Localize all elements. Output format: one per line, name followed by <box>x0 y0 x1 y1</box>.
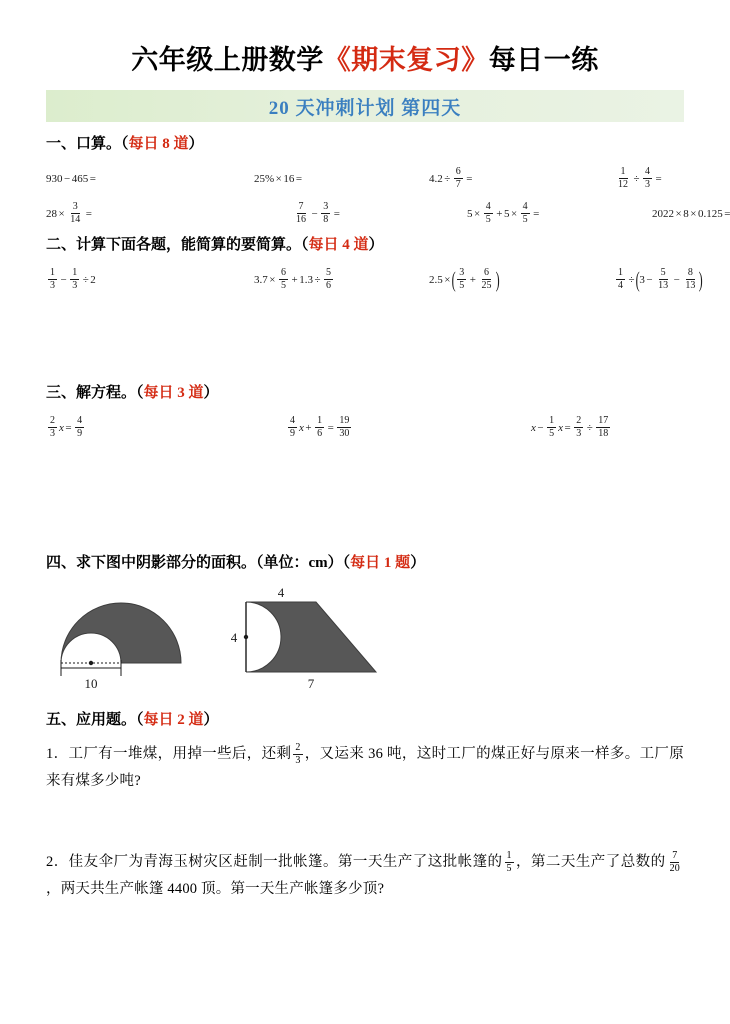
operand: 2 <box>90 274 96 287</box>
fraction <box>337 416 351 439</box>
numerator: 5 <box>325 267 331 279</box>
problem-text-part-2: ，又运来 36 吨，这时工厂的煤正好与原来一样多。工厂原来有煤多少吨? <box>46 746 684 790</box>
numerator: 6 <box>484 267 490 279</box>
problem-1-1 <box>46 173 254 185</box>
denominator: 3 <box>645 179 651 191</box>
equals: = <box>724 208 730 221</box>
problem-1-6 <box>254 203 467 226</box>
paren-close: ） <box>203 385 219 402</box>
figure-a-diameter-label: 10 <box>84 676 98 692</box>
operand: 0.125 <box>697 208 723 221</box>
fraction <box>294 202 308 225</box>
numerator: 4 <box>77 415 83 427</box>
paren-close: ） <box>203 712 219 729</box>
fraction <box>279 268 288 291</box>
fraction <box>68 202 82 225</box>
operand: 8 <box>683 208 689 221</box>
operand: 2.5 <box>429 274 443 287</box>
page-title <box>46 0 684 76</box>
denominator: 25 <box>481 280 492 292</box>
problem-number: 2． <box>46 854 69 871</box>
equals: = <box>333 208 340 221</box>
problem-3-3 <box>531 417 612 440</box>
section-5-title: 五、应用题。 <box>46 712 137 729</box>
operator: × <box>269 274 276 287</box>
operand: 1.3 <box>299 274 313 287</box>
operand: 4.2 <box>429 173 443 186</box>
section-heading-word-problems <box>46 710 684 731</box>
fraction <box>547 416 556 439</box>
numerator: 3 <box>323 201 329 213</box>
problem-3-2 <box>286 417 531 440</box>
numerator: 2 <box>50 415 55 427</box>
fraction <box>643 167 652 190</box>
operand: 465 <box>71 173 89 186</box>
paren-open: （ <box>301 237 309 254</box>
operator: + <box>305 422 312 435</box>
problem-text-part-2: ，第二天生产了总数的 <box>515 854 666 871</box>
numerator: 3 <box>459 267 465 279</box>
fraction <box>574 416 583 439</box>
equals: = <box>533 208 540 221</box>
problem-2-1 <box>46 269 254 292</box>
calc-row-1 <box>46 266 703 293</box>
oral-row-2 <box>46 201 730 227</box>
title-part-daily: 每日一练 <box>488 45 599 75</box>
fraction <box>521 202 530 225</box>
problem-2-3 <box>429 266 614 292</box>
section-1-title: 一、口算。 <box>46 136 122 153</box>
problem-text-part-3: ，两天共生产帐篷 4400 顶。第一天生产帐篷多少顶? <box>46 880 385 897</box>
denominator: 18 <box>598 428 609 440</box>
paren-open: （ <box>136 712 144 729</box>
equals: = <box>295 173 303 186</box>
fraction <box>683 268 697 291</box>
fraction <box>668 851 682 874</box>
fraction <box>288 416 297 439</box>
numerator: 4 <box>645 166 651 178</box>
fraction <box>596 416 610 439</box>
word-problem-2 <box>46 849 684 903</box>
operator: ÷ <box>82 274 89 287</box>
denominator: 7 <box>455 179 461 191</box>
denominator: 3 <box>72 280 78 292</box>
operator: × <box>474 208 481 221</box>
section-5-count: 每日 2 道 <box>143 712 204 729</box>
denominator: 6 <box>325 280 331 292</box>
fraction <box>321 202 330 225</box>
denominator: 5 <box>506 862 512 874</box>
numerator: 1 <box>549 415 555 427</box>
fraction <box>454 167 463 190</box>
shaded-region <box>246 602 376 672</box>
problem-number: 1． <box>46 746 69 763</box>
denominator: 3 <box>295 755 301 767</box>
numerator: 4 <box>485 201 491 213</box>
paren-open: ( <box>451 266 456 292</box>
numerator: 7 <box>298 201 304 213</box>
numerator: 3 <box>72 201 78 213</box>
problem-1-7 <box>467 203 652 226</box>
operator: − <box>673 274 680 287</box>
denominator: 9 <box>290 428 295 440</box>
fraction <box>505 851 514 874</box>
problem-text-part-1: 佳友伞厂为青海玉树灾区赶制一批帐篷。第一天生产了这批帐篷的 <box>68 854 503 871</box>
section-4-count: 每日 1 题 <box>350 555 411 572</box>
operator: × <box>275 173 282 186</box>
numerator: 1 <box>618 267 623 279</box>
paren-close: ） <box>410 555 426 572</box>
operator: × <box>58 208 65 221</box>
numerator: 1 <box>620 166 626 178</box>
fraction <box>457 268 466 291</box>
denominator: 5 <box>549 428 555 440</box>
operator: × <box>444 274 451 287</box>
numerator: 8 <box>687 267 693 279</box>
section-4-title: 四、求下图中阴影部分的面积。（单位：cm） <box>46 555 343 572</box>
numerator: 1 <box>72 267 78 279</box>
fraction <box>48 416 57 439</box>
paren-open: （ <box>121 136 129 153</box>
figure-shaded-semicircles <box>56 588 226 693</box>
plan-banner <box>46 90 684 122</box>
equals: = <box>85 208 92 221</box>
fraction <box>656 268 670 291</box>
operand: 5 <box>503 208 510 221</box>
fraction <box>480 268 494 291</box>
section-heading-calculate <box>46 235 684 256</box>
variable: x <box>299 422 304 435</box>
fraction <box>70 268 79 291</box>
section-3-title: 三、解方程。 <box>46 385 137 402</box>
equals: = <box>466 173 473 186</box>
word-problem-1 <box>46 741 684 795</box>
equals: = <box>564 422 571 435</box>
center-point-marker <box>244 635 248 639</box>
operand: 3.7 <box>254 274 268 287</box>
operator: − <box>537 422 544 435</box>
denominator: 5 <box>459 280 465 292</box>
operator: + <box>469 274 477 287</box>
paren-close: ) <box>495 266 500 292</box>
variable: x <box>59 422 64 435</box>
numerator: 2 <box>576 415 582 427</box>
denominator: 16 <box>296 214 306 226</box>
equation-row <box>46 415 684 441</box>
numerator: 4 <box>522 201 528 213</box>
operator: × <box>675 208 682 221</box>
numerator: 1 <box>317 415 323 427</box>
problem-text-part-1: 工厂有一堆煤，用掉一些后，还剩 <box>68 746 292 763</box>
answer-space-section-3 <box>46 441 684 537</box>
title-part-review: 《期末复习》 <box>323 45 489 75</box>
paren-close: ） <box>188 136 204 153</box>
fraction <box>484 202 493 225</box>
operator: ÷ <box>628 274 635 287</box>
fraction <box>75 416 84 439</box>
section-1-count: 每日 8 道 <box>128 136 189 153</box>
numerator: 6 <box>280 267 286 279</box>
paren-close: ） <box>368 237 384 254</box>
problem-1-5 <box>46 203 254 226</box>
numerator: 19 <box>339 415 350 427</box>
operator: ÷ <box>444 173 451 186</box>
equals: = <box>65 422 72 435</box>
problem-2-2 <box>254 269 429 292</box>
denominator: 14 <box>70 214 81 226</box>
operand: 930 <box>46 173 63 186</box>
operand: 28 <box>46 208 57 221</box>
numerator: 5 <box>660 267 666 279</box>
operator: − <box>60 274 67 287</box>
operator: × <box>510 208 518 221</box>
operator: ÷ <box>314 274 321 287</box>
problem-1-4 <box>614 168 663 191</box>
numerator: 7 <box>672 849 678 861</box>
denominator: 4 <box>618 280 623 292</box>
fraction <box>48 268 57 291</box>
denominator: 5 <box>522 214 528 226</box>
problem-2-4 <box>614 266 703 292</box>
equals: = <box>655 173 662 186</box>
fraction <box>293 743 302 766</box>
figure-b-bottom-label: 7 <box>307 676 315 692</box>
operator: × <box>690 208 697 221</box>
problem-3-1 <box>46 417 286 440</box>
denominator: 30 <box>339 428 350 440</box>
title-part-grade: 六年级上册数学 <box>131 45 324 75</box>
oral-row-1 <box>46 166 684 192</box>
shaded-region <box>61 603 181 663</box>
equals: = <box>327 422 334 435</box>
numerator: 2 <box>295 742 301 754</box>
denominator: 20 <box>669 862 680 874</box>
answer-space-section-2 <box>46 293 684 369</box>
numerator: 6 <box>455 166 461 178</box>
operand: 2022 <box>652 208 674 221</box>
section-heading-area <box>46 553 684 574</box>
figure-shaded-trapezoid <box>224 584 424 694</box>
denominator: 13 <box>658 280 669 292</box>
figures-container <box>46 585 684 696</box>
denominator: 13 <box>685 280 696 292</box>
section-2-title: 二、计算下面各题，能简算的要简算。 <box>46 237 302 254</box>
fraction <box>616 268 625 291</box>
section-3-count: 每日 3 道 <box>143 385 204 402</box>
numerator: 1 <box>50 267 55 279</box>
fraction <box>315 416 324 439</box>
denominator: 5 <box>485 214 491 226</box>
operator: + <box>291 274 298 287</box>
fraction <box>324 268 333 291</box>
section-2-count: 每日 4 道 <box>308 237 369 254</box>
section-heading-equations <box>46 383 684 404</box>
operand: 16 <box>283 173 295 186</box>
operator: − <box>646 274 653 287</box>
denominator: 6 <box>317 428 323 440</box>
fraction <box>616 167 630 190</box>
operator: − <box>64 173 71 186</box>
operand: 5 <box>467 208 473 221</box>
denominator: 5 <box>280 280 286 292</box>
figure-b-top-label: 4 <box>277 585 285 601</box>
denominator: 9 <box>77 428 83 440</box>
operator: ÷ <box>586 422 593 435</box>
section-heading-oral <box>46 134 684 155</box>
numerator: 1 <box>506 849 512 861</box>
denominator: 3 <box>576 428 582 440</box>
problem-1-2 <box>254 173 429 185</box>
operand: 25% <box>254 173 275 186</box>
paren-close: ) <box>698 266 703 292</box>
numerator: 4 <box>290 415 295 427</box>
figure-b-left-label: 4 <box>230 630 238 646</box>
variable: x <box>531 422 536 435</box>
denominator: 12 <box>618 179 628 191</box>
paren-open: （ <box>342 555 351 572</box>
center-point-marker <box>89 661 93 665</box>
paren-open: ( <box>635 266 640 292</box>
banner-label: 20 天冲刺计划 第四天 <box>268 97 462 119</box>
denominator: 8 <box>323 214 329 226</box>
variable: x <box>558 422 563 435</box>
operand: 3 <box>639 274 645 287</box>
problem-1-3 <box>429 168 614 191</box>
denominator: 3 <box>50 428 55 440</box>
operator: − <box>311 208 318 221</box>
paren-open: （ <box>136 385 144 402</box>
operator: + <box>496 208 503 221</box>
equals: = <box>89 173 96 186</box>
problem-1-8 <box>652 208 730 220</box>
numerator: 17 <box>598 415 609 427</box>
operator: ÷ <box>633 173 640 186</box>
denominator: 3 <box>50 280 55 292</box>
